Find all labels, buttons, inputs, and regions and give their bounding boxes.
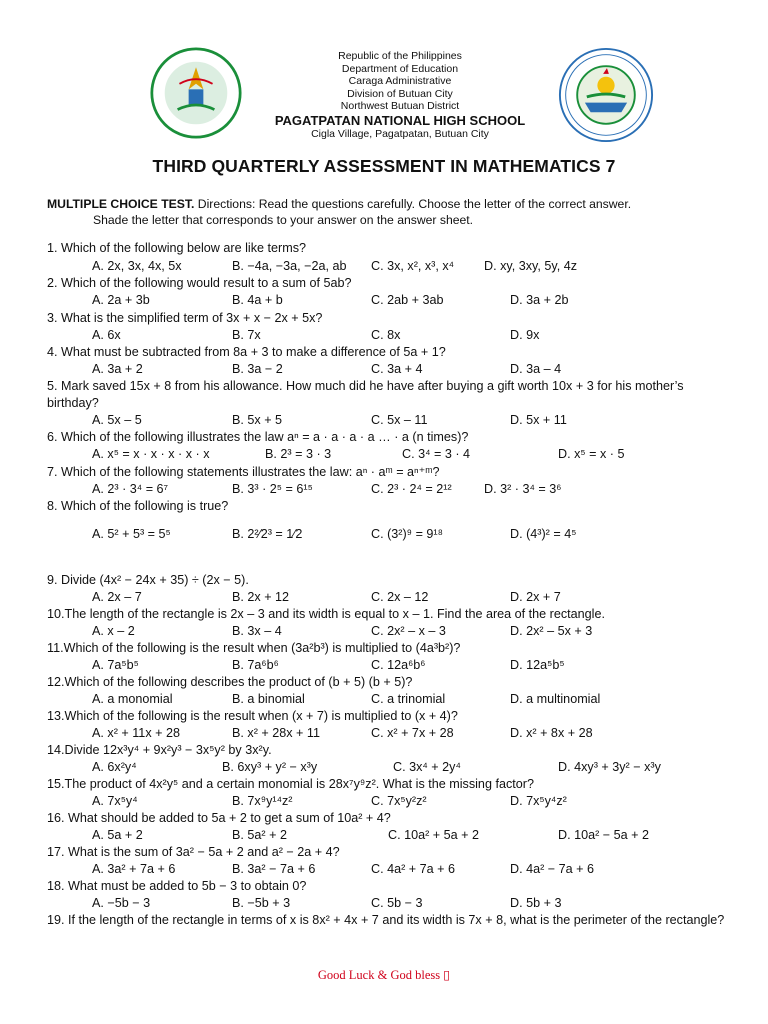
option-c[interactable]: C. 3⁴ = 3 · 4 [402, 447, 471, 461]
option-d[interactable]: D. 7x⁵y⁴z² [510, 794, 567, 808]
footer-message: Good Luck & God bless ▯ [317, 968, 451, 982]
option-d[interactable]: D. 4a² − 7a + 6 [510, 862, 595, 876]
option-d[interactable]: D. xy, 3xy, 5y, 4z [484, 259, 578, 273]
option-b[interactable]: B. 5x + 5 [232, 413, 283, 427]
options-17 [0, 861, 768, 878]
option-a[interactable]: A. x⁵ = x · x · x · x · x [92, 447, 210, 461]
option-b[interactable]: B. 7x⁹y¹⁴z² [232, 794, 293, 808]
question-9: 9. Divide (4x² − 24x + 35) ÷ (2x − 5). [47, 573, 249, 587]
options-7 [0, 481, 768, 498]
question-11: 11.Which of the following is the result when (3a²b³) is multiplied to (4a³b²)? [47, 641, 461, 655]
header-line-division: Division of Butuan City [347, 87, 453, 100]
option-a[interactable]: A. 2x – 7 [92, 590, 142, 604]
header-line-region: Caraga Administrative [348, 75, 452, 88]
option-c[interactable]: C. 2³ · 2⁴ = 2¹² [371, 482, 452, 496]
option-a[interactable]: A. x² + 11x + 28 [92, 726, 180, 740]
option-a[interactable]: A. 3a² + 7a + 6 [92, 862, 176, 876]
directions-text-2: Shade the letter that corresponds to your answer on the answer sheet. [93, 213, 474, 227]
question-12: 12.Which of the following describes the product of (b + 5) (b + 5)? [47, 675, 413, 689]
school-address: Cigla Village, Pagatpatan, Butuan City [311, 127, 489, 140]
question-6: 6. Which of the following illustrates the law aⁿ = a · a · a · a … · a (n times)? [47, 430, 469, 444]
options-18 [0, 895, 768, 912]
option-d[interactable]: D. 5x + 11 [510, 413, 567, 427]
option-b[interactable]: B. 2²⁄2³ = 1⁄2 [232, 527, 303, 541]
header-line-republic: Republic of the Philippines [338, 50, 462, 62]
options-15 [0, 793, 768, 810]
option-c[interactable]: C. 3x⁴ + 2y⁴ [393, 760, 461, 774]
directions-text-1: Directions: Read the questions carefully. Choose the letter of the correct answer. [194, 197, 632, 211]
option-d[interactable]: D. x⁵ = x · 5 [558, 447, 625, 461]
option-d[interactable]: D. 9x [510, 328, 540, 342]
question-17: 17. What is the sum of 3a² − 5a + 2 and a² − 2a + 4? [47, 845, 340, 859]
option-c[interactable]: C. 2ab + 3ab [371, 293, 444, 307]
option-b[interactable]: B. 2x + 12 [232, 590, 290, 604]
option-a[interactable]: A. 5a + 2 [92, 828, 143, 842]
question-1: 1. Which of the following below are like terms? [47, 241, 306, 255]
question-16: 16. What should be added to 5a + 2 to get a sum of 10a² + 4? [47, 811, 391, 825]
options-3 [0, 327, 768, 344]
question-5: 5. Mark saved 15x + 8 from his allowance. How much did he have after buying a gift worth 10x + 3 for his mother’s birthday? [47, 379, 684, 410]
option-a[interactable]: A. 3a + 2 [92, 362, 143, 376]
option-b[interactable]: B. 7x [232, 328, 261, 342]
option-b[interactable]: B. 3³ · 2⁵ = 6¹⁵ [232, 482, 313, 496]
header-line-district: Northwest Butuan District [340, 100, 460, 113]
option-d[interactable]: D. 3a + 2b [510, 293, 569, 307]
question-3: 3. What is the simplified term of 3x + x − 2x + 5x? [47, 311, 323, 325]
option-a[interactable]: A. 7a⁵b⁵ [92, 658, 139, 672]
option-c[interactable]: C. 2x² – x – 3 [371, 624, 446, 638]
option-b[interactable]: B. 5a² + 2 [232, 828, 287, 842]
option-a[interactable]: A. 2³ · 3⁴ = 6⁷ [92, 482, 169, 496]
options-12 [0, 691, 768, 708]
options-6 [0, 446, 768, 463]
options-16 [0, 827, 768, 844]
options-10 [0, 623, 768, 640]
option-a[interactable]: A. 2a + 3b [92, 293, 150, 307]
question-2: 2. Which of the following would result to a sum of 5ab? [47, 276, 352, 290]
option-d[interactable]: D. 4xy³ + 3y² − x³y [558, 760, 661, 774]
option-d[interactable]: D. a multinomial [510, 692, 601, 706]
option-c[interactable]: C. 2x – 12 [371, 590, 429, 604]
option-a[interactable]: A. a monomial [92, 692, 173, 706]
directions-lead: MULTIPLE CHOICE TEST. [47, 197, 195, 211]
option-a[interactable]: A. 7x⁵y⁴ [92, 794, 138, 808]
option-b[interactable]: B. a binomial [232, 692, 305, 706]
page-title: THIRD QUARTERLY ASSESSMENT IN MATHEMATICS 7 [152, 156, 616, 176]
option-c[interactable]: C. (3²)⁹ = 9¹⁸ [371, 527, 443, 541]
question-18: 18. What must be added to 5b − 3 to obtain 0? [47, 879, 307, 893]
option-a[interactable]: A. x – 2 [92, 624, 135, 638]
option-a[interactable]: A. 6x²y⁴ [92, 760, 137, 774]
options-14 [0, 759, 768, 776]
options-5 [0, 412, 768, 429]
options-2 [0, 292, 768, 309]
option-c[interactable]: C. 8x [371, 328, 401, 342]
option-b[interactable]: B. x² + 28x + 11 [232, 726, 320, 740]
option-c[interactable]: C. 3x, x², x³, x⁴ [371, 259, 455, 273]
option-c[interactable]: C. 3a + 4 [371, 362, 423, 376]
option-d[interactable]: D. 2x² – 5x + 3 [510, 624, 593, 638]
option-b[interactable]: B. −4a, −3a, −2a, ab [232, 259, 347, 273]
option-c[interactable]: C. 7x⁵y²z² [371, 794, 427, 808]
option-b[interactable]: B. 3a − 2 [232, 362, 283, 376]
question-7: 7. Which of the following statements illustrates the law: aⁿ · aᵐ = aⁿ⁺ᵐ? [47, 465, 440, 479]
directions [47, 196, 737, 228]
option-d[interactable]: D. 3² · 3⁴ = 3⁶ [484, 482, 562, 496]
option-a[interactable]: A. 5x – 5 [92, 413, 142, 427]
option-b[interactable]: B. 6xy³ + y² − x³y [222, 760, 318, 774]
option-b[interactable]: B. 3x – 4 [232, 624, 282, 638]
question-4: 4. What must be subtracted from 8a + 3 to make a difference of 5a + 1? [47, 345, 446, 359]
option-a[interactable]: A. 5² + 5³ = 5⁵ [92, 527, 171, 541]
question-15: 15.The product of 4x²y⁵ and a certain monomial is 28x⁷y⁹z². What is the missing factor? [47, 777, 534, 791]
options-8 [0, 526, 768, 543]
question-19: 19. If the length of the rectangle in terms of x is 8x² + 4x + 7 and its width is 7x + 8, what is the perimeter of the rectangle? [47, 913, 725, 927]
option-b[interactable]: B. 7a⁶b⁶ [232, 658, 279, 672]
option-d[interactable]: D. 10a² − 5a + 2 [558, 828, 650, 842]
option-a[interactable]: A. −5b − 3 [92, 896, 151, 910]
option-d[interactable]: D. x² + 8x + 28 [510, 726, 593, 740]
option-c[interactable]: C. 4a² + 7a + 6 [371, 862, 456, 876]
option-a[interactable]: A. 6x [92, 328, 121, 342]
option-c[interactable]: C. 12a⁶b⁶ [371, 658, 426, 672]
options-13 [0, 725, 768, 742]
option-b[interactable]: B. −5b + 3 [232, 896, 291, 910]
question-14: 14.Divide 12x³y⁴ + 9x²y³ − 3x⁵y² by 3x²y. [47, 743, 272, 757]
options-4 [0, 361, 768, 378]
option-a[interactable]: A. 2x, 3x, 4x, 5x [92, 259, 182, 273]
options-9 [0, 589, 768, 606]
option-c[interactable]: C. x² + 7x + 28 [371, 726, 454, 740]
option-c[interactable]: C. 10a² + 5a + 2 [388, 828, 480, 842]
option-c[interactable]: C. 5x – 11 [371, 413, 428, 427]
option-d[interactable]: D. 3a – 4 [510, 362, 562, 376]
school-name: PAGATPATAN NATIONAL HIGH SCHOOL [274, 112, 526, 128]
option-d[interactable]: D. (4³)² = 4⁵ [510, 527, 577, 541]
option-c[interactable]: C. a trinomial [371, 692, 446, 706]
option-b[interactable]: B. 2³ = 3 · 3 [265, 447, 332, 461]
question-10: 10.The length of the rectangle is 2x – 3 and its width is equal to x – 1. Find the area of the rectangle. [47, 607, 605, 621]
option-d[interactable]: D. 12a⁵b⁵ [510, 658, 565, 672]
options-1 [0, 258, 768, 275]
option-d[interactable]: D. 5b + 3 [510, 896, 562, 910]
option-d[interactable]: D. 2x + 7 [510, 590, 561, 604]
header-block [200, 50, 600, 141]
option-c[interactable]: C. 5b − 3 [371, 896, 423, 910]
question-8: 8. Which of the following is true? [47, 499, 229, 513]
option-b[interactable]: B. 4a + b [232, 293, 283, 307]
question-13: 13.Which of the following is the result when (x + 7) is multiplied to (x + 4)? [47, 709, 458, 723]
header-line-deped: Department of Education [341, 62, 459, 75]
options-11 [0, 657, 768, 674]
option-b[interactable]: B. 3a² − 7a + 6 [232, 862, 316, 876]
